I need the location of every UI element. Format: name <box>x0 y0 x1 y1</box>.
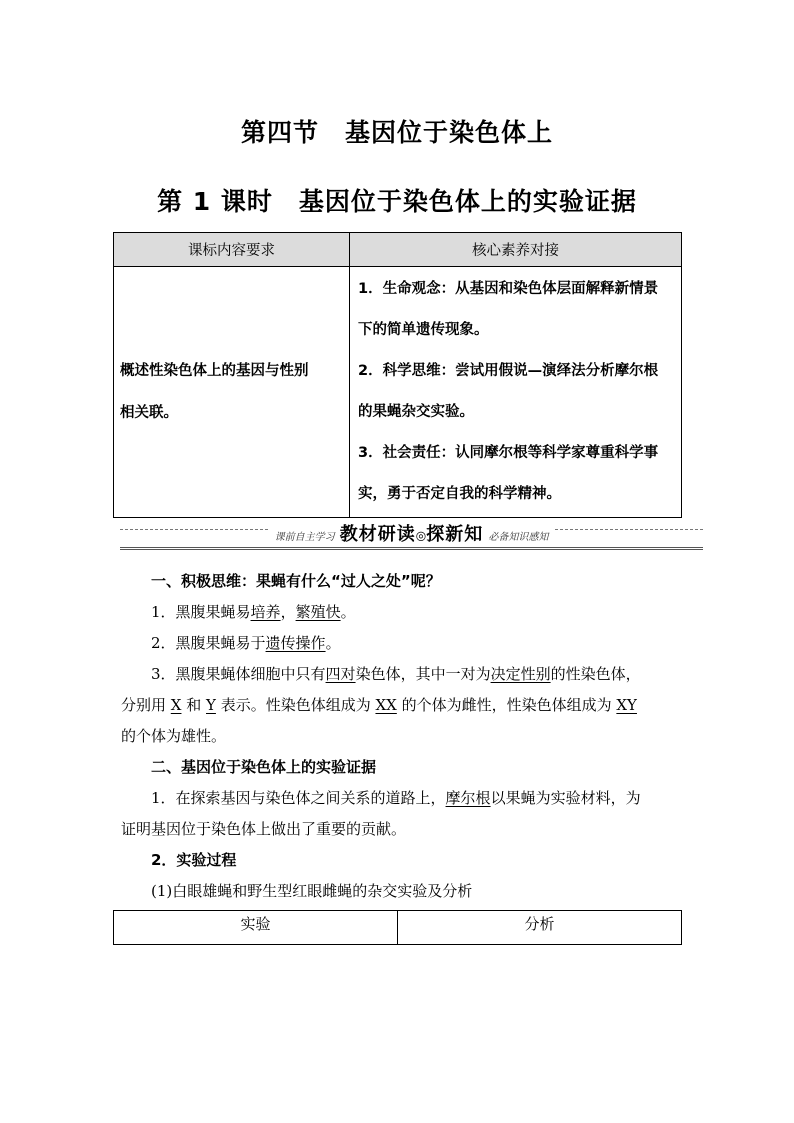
competencies-cell <box>350 267 682 518</box>
competency-line: 实，勇于否定自我的科学精神。 <box>358 486 561 502</box>
header-standards: 课标内容要求 <box>114 233 350 267</box>
competency-line: 的果蝇杂交实验。 <box>358 404 474 420</box>
section2-heading: 二、基因位于染色体上的实验证据 <box>151 758 377 776</box>
answer-blank: Y <box>206 696 216 714</box>
paragraph: 3．黑腹果蝇体细胞中只有四对染色体，其中一对为决定性别的性染色体， <box>151 665 641 683</box>
paragraph: 1．在探索基因与染色体之间关系的道路上，摩尔根以果蝇为实验材料，为 <box>151 789 641 807</box>
section1-heading: 一、积极思维：果蝇有什么“过人之处”呢？ <box>151 572 441 590</box>
circle-arrow-icon: ◎ <box>415 528 427 543</box>
standards-table <box>113 232 682 518</box>
answer-blank: XY <box>616 696 637 714</box>
standards-line: 相关联。 <box>120 405 178 421</box>
experiment-table <box>113 910 682 945</box>
answer-blank: 培养 <box>250 603 281 621</box>
answer-blank: 摩尔根 <box>445 789 491 807</box>
header-experiment: 实验 <box>114 911 398 945</box>
answer-blank: 繁殖快 <box>295 603 341 621</box>
answer-blank: 四对 <box>325 665 356 683</box>
lesson-title: 第 1 课时 基因位于染色体上的实验证据 <box>157 187 637 216</box>
section-title: 第四节 基因位于染色体上 <box>240 118 553 147</box>
paragraph: 2．黑腹果蝇易于遗传操作。 <box>151 634 341 652</box>
banner-main-a: 教材研读 <box>339 524 416 545</box>
subheading: 2．实验过程 <box>151 851 237 869</box>
body-text <box>121 566 681 907</box>
standards-line: 概述性染色体上的基因与性别 <box>120 363 309 379</box>
banner-main-b: 探新知 <box>426 524 484 545</box>
banner-right-label: 必备知识感知 <box>488 532 549 543</box>
competency-line: 2．科学思维：尝试用假说—演绎法分析摩尔根 <box>358 363 659 379</box>
competency-line: 1．生命观念：从基因和染色体层面解释新情景 <box>358 281 659 297</box>
section-banner <box>120 520 703 544</box>
competency-line: 下的简单遗传现象。 <box>358 322 489 338</box>
table-corner-mark <box>113 517 118 518</box>
standards-cell <box>114 267 350 518</box>
paragraph: 1．黑腹果蝇易培养，繁殖快。 <box>151 603 356 621</box>
paragraph: 的个体为雄性。 <box>121 727 227 745</box>
header-competencies: 核心素养对接 <box>350 233 682 267</box>
competency-line: 3．社会责任：认同摩尔根等科学家尊重科学事 <box>358 445 659 461</box>
answer-blank: 决定性别 <box>490 665 551 683</box>
paragraph: 证明基因位于染色体上做出了重要的贡献。 <box>121 820 407 838</box>
paragraph: 分别用 X 和 Y 表示。性染色体组成为 XX 的个体为雌性，性染色体组成为 XY <box>121 696 637 714</box>
answer-blank: 遗传操作 <box>265 634 326 652</box>
banner-left-label: 课前自主学习 <box>274 532 335 543</box>
answer-blank: XX <box>375 696 397 714</box>
answer-blank: X <box>170 696 182 714</box>
banner-double-rule <box>120 547 703 550</box>
paragraph: (1)白眼雄蝇和野生型红眼雌蝇的杂交实验及分析 <box>151 882 473 900</box>
header-analysis: 分析 <box>398 911 682 945</box>
